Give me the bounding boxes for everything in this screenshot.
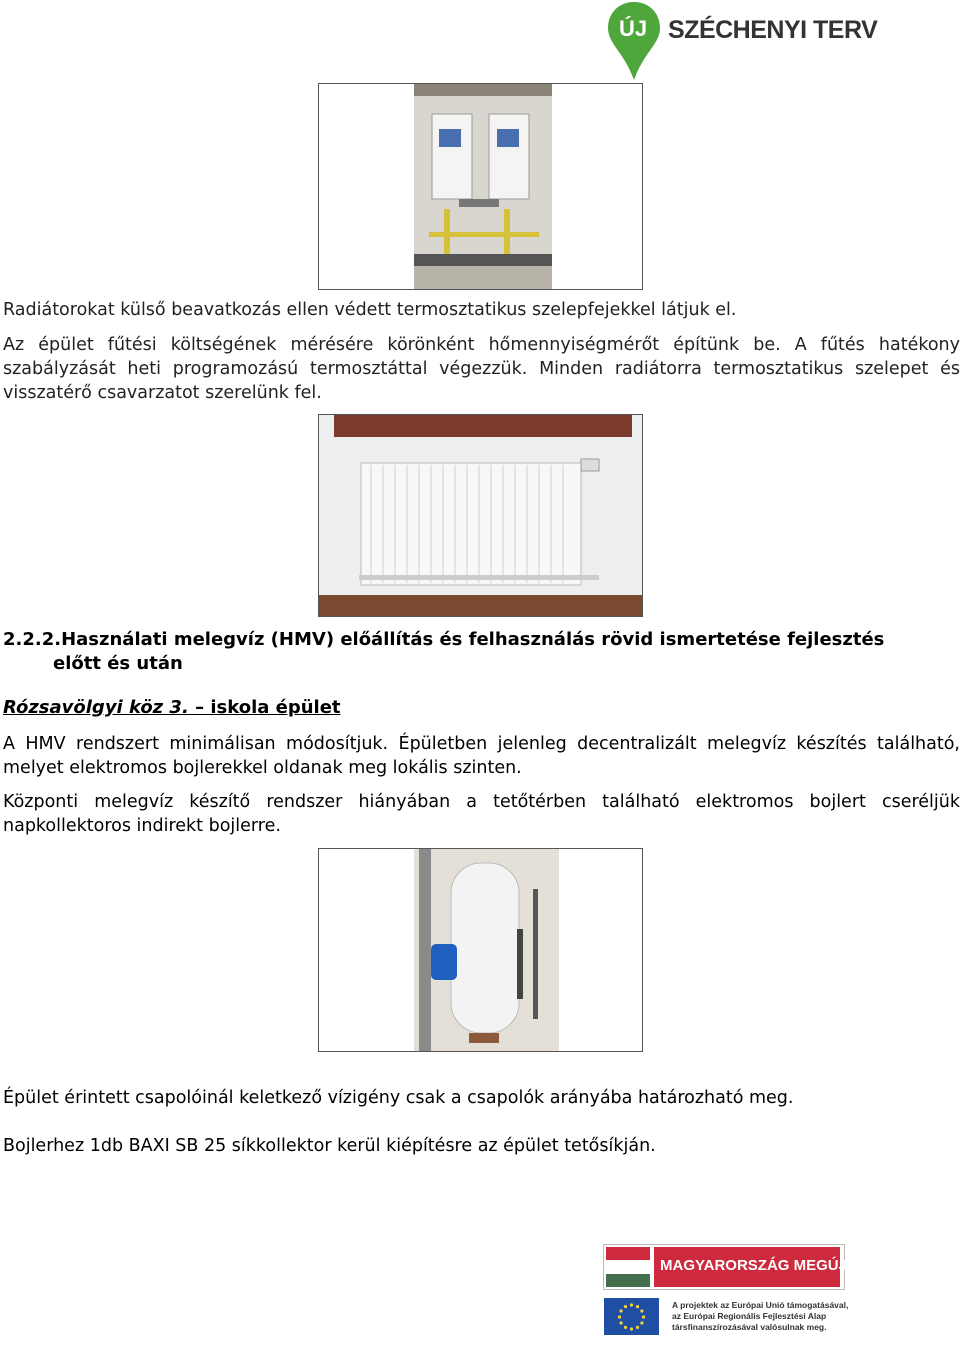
section-number: 2.2.2. — [3, 629, 62, 650]
photo-radiator — [318, 414, 643, 617]
paragraph-heat-metering: Az épület fűtési költségének mérésére körönként hőmennyiségmérőt építünk be. A fűtés hatékony szabályzását heti programozású termosztáttal végezzük. Minden radiátorra termosztatikus szelepet és visszatérő csavarzatot szerelünk fel. — [3, 335, 960, 403]
paragraph-hmv-intro: A HMV rendszert minimálisan módosítjuk. Épületben jelenleg decentralizált melegvíz készítés található, melyet elektromos bojlerekkel oldanak meg lokális szinten. — [3, 734, 960, 778]
section-title-line2: előtt és után — [53, 653, 183, 674]
location-subheading — [3, 697, 341, 718]
eu-text-line3: társfinanszírozásával valósulnak meg. — [672, 1322, 827, 1332]
eu-text-line1: A projektek az Európai Unió támogatásával, — [672, 1300, 849, 1310]
photo-indirect-boiler — [318, 848, 643, 1052]
paragraph-demand: Épület érintett csapolóinál keletkező vízigény csak a csapolók arányába határozható meg. — [3, 1088, 794, 1108]
banner-text-box — [654, 1247, 867, 1287]
eu-funding-text — [672, 1300, 872, 1333]
section-title-line1: Használati melegvíz (HMV) előállítás és felhasználás rövid ismertetése fejlesztés — [61, 629, 885, 650]
paragraph-radiator-protect: Radiátorokat külső beavatkozás ellen védett termosztatikus szelepfejekkel látjuk el. — [3, 300, 737, 320]
paragraph-central-hw: Központi melegvíz készítő rendszer hiányában a tetőtérben található elektromos bojlert cseréljük napkollektoros indirekt bojlerre. — [3, 792, 960, 836]
location-name: Rózsavölgyi köz 3. — [3, 697, 189, 718]
paragraph-collector: Bojlerhez 1db BAXI SB 25 síkkollektor kerül kiépítésre az épület tetősíkján. — [3, 1136, 656, 1156]
szechenyi-terv-logo — [606, 0, 876, 82]
logo-uj: ÚJ — [619, 16, 648, 41]
photo-gas-boilers — [318, 83, 643, 290]
magyarorszag-megujul-banner — [603, 1244, 867, 1290]
section-heading — [3, 628, 960, 652]
location-building: – iskola épület — [188, 697, 341, 718]
logo-title: SZÉCHENYI TERV — [668, 16, 878, 44]
banner-text: MAGYARORSZÁG MEGÚJUL — [660, 1257, 867, 1274]
eu-text-line2: az Európai Regionális Fejlesztési Alap — [672, 1311, 827, 1321]
eu-flag-icon — [604, 1298, 659, 1335]
hungarian-flag-icon — [606, 1247, 650, 1287]
